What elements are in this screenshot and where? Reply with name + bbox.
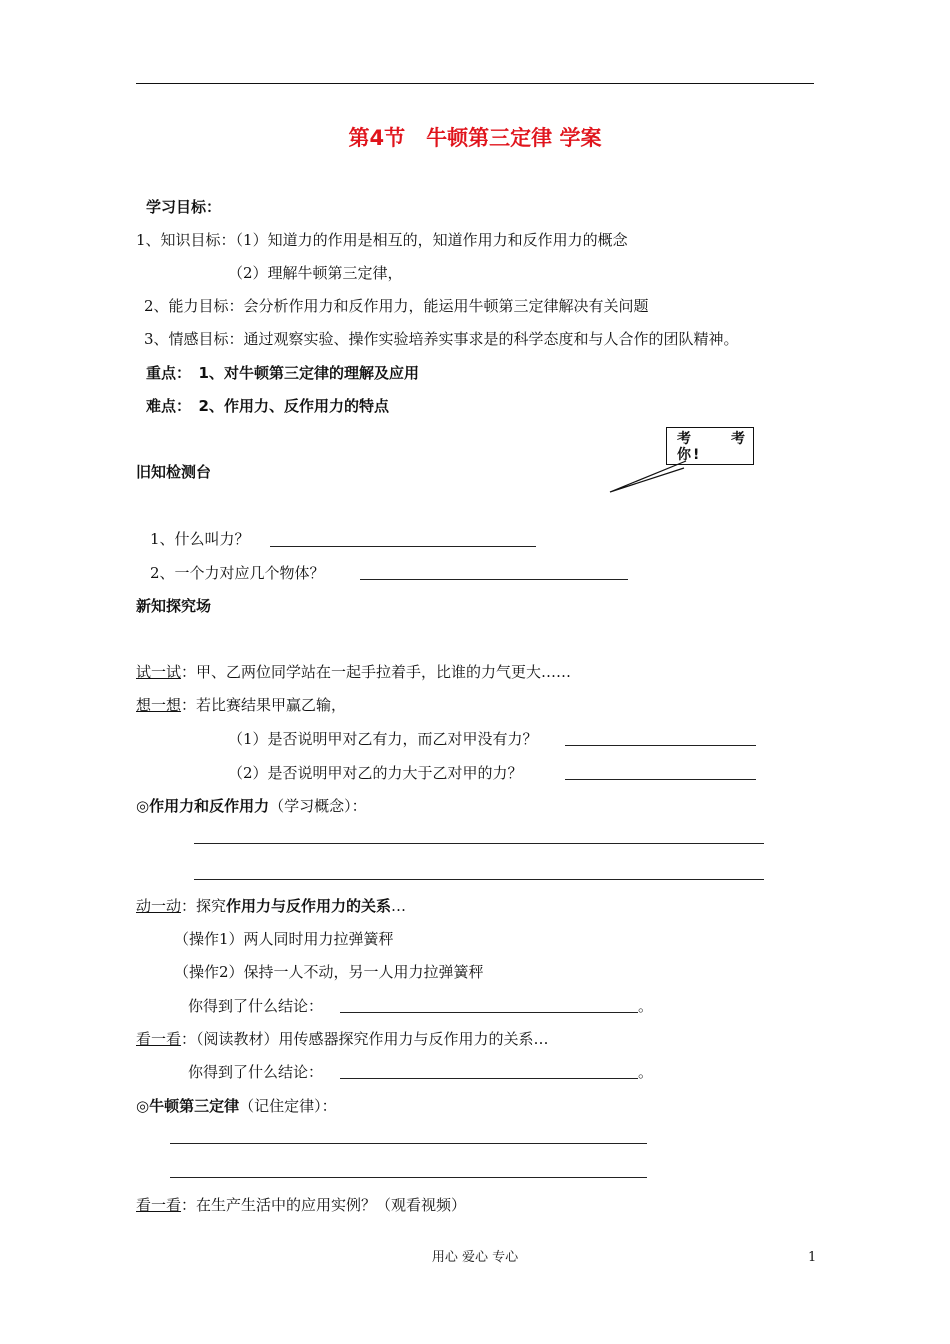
law-note: （记住定律）： — [239, 1097, 337, 1115]
page-title: 第4节 牛顿第三定律 学案 — [348, 126, 602, 150]
law-heading: ◎牛顿第三定律 — [136, 1097, 240, 1115]
conclusion-prompt-2: 你得到了什么结论： — [188, 1063, 324, 1081]
answer-line-law-2[interactable] — [170, 1177, 647, 1178]
look-text: ：（阅读教材）用传感器探究作用力与反作用力的关系… — [181, 1030, 549, 1048]
answer-line-think-1[interactable] — [565, 745, 756, 746]
answer-line-law-1[interactable] — [170, 1143, 647, 1144]
answer-line-think-2[interactable] — [565, 779, 756, 780]
concept-heading: ◎作用力和反作用力 — [136, 797, 270, 815]
key-point: 重点： 1、对牛顿第三定律的理解及应用 — [146, 364, 419, 382]
law-line — [136, 1096, 337, 1116]
look2-line — [136, 1195, 466, 1215]
move-ellipsis: … — [391, 897, 407, 915]
think-line — [136, 695, 346, 715]
review-question-1: 1、什么叫力？ — [150, 530, 250, 548]
look-line — [136, 1029, 549, 1049]
conclusion-prompt-1: 你得到了什么结论： — [188, 997, 324, 1015]
goal-emotion: 3、情感目标：通过观察实验、操作实验培养实事求是的科学态度和与人合作的团队精神。 — [144, 330, 739, 348]
page-footer: 用心 爱心 专心 — [431, 1250, 519, 1265]
think-label: 想一想 — [136, 696, 182, 714]
move-topic: 作用力与反作用力的关系 — [226, 897, 392, 915]
goal-ability: 2、能力目标：会分析作用力和反作用力，能运用牛顿第三定律解决有关问题 — [144, 297, 649, 315]
answer-line-q1[interactable] — [270, 546, 536, 547]
try-label: 试一试 — [136, 663, 182, 681]
explore-heading: 新知探究场 — [136, 597, 212, 615]
goal-knowledge-1: 1、知识目标：（1）知道力的作用是相互的，知道作用力和反作用力的概念 — [136, 231, 628, 249]
period-2: 。 — [638, 1063, 654, 1081]
try-line — [136, 662, 571, 682]
period-1: 。 — [638, 997, 654, 1015]
think-text: ：若比赛结果甲赢乙输， — [181, 696, 347, 714]
concept-note: （学习概念）： — [269, 797, 367, 815]
callout-text: 考 考你! — [677, 431, 747, 463]
try-text: ：甲、乙两位同学站在一起手拉着手，比谁的力气更大…… — [181, 663, 572, 681]
page-number: 1 — [808, 1250, 817, 1265]
concept-line — [136, 796, 367, 816]
answer-line-conclusion-2[interactable] — [340, 1078, 638, 1079]
answer-line-concept-2[interactable] — [194, 879, 764, 880]
think-question-1: （1）是否说明甲对乙有力，而乙对甲没有力？ — [228, 730, 538, 748]
look2-text: ：在生产生活中的应用实例？（观看视频） — [181, 1196, 467, 1214]
operation-1: （操作1）两人同时用力拉弹簧秤 — [174, 930, 394, 948]
answer-line-conclusion-1[interactable] — [340, 1012, 638, 1013]
answer-line-concept-1[interactable] — [194, 843, 764, 844]
difficult-point: 难点： 2、作用力、反作用力的特点 — [146, 397, 389, 415]
goal-knowledge-2: （2）理解牛顿第三定律， — [228, 264, 403, 282]
goals-heading: 学习目标： — [146, 198, 222, 216]
look2-label: 看一看 — [136, 1196, 182, 1214]
move-label: 动一动 — [136, 897, 182, 915]
move-text: ：探究 — [181, 897, 227, 915]
answer-line-q2[interactable] — [360, 579, 628, 580]
callout-pointer — [606, 458, 696, 498]
move-line — [136, 896, 406, 916]
review-question-2: 2、一个力对应几个物体？ — [150, 564, 325, 582]
header-rule — [136, 83, 814, 84]
operation-2: （操作2）保持一人不动，另一人用力拉弹簧秤 — [174, 963, 484, 981]
review-heading: 旧知检测台 — [136, 463, 212, 481]
think-question-2: （2）是否说明甲对乙的力大于乙对甲的力？ — [228, 764, 523, 782]
look-label: 看一看 — [136, 1030, 182, 1048]
